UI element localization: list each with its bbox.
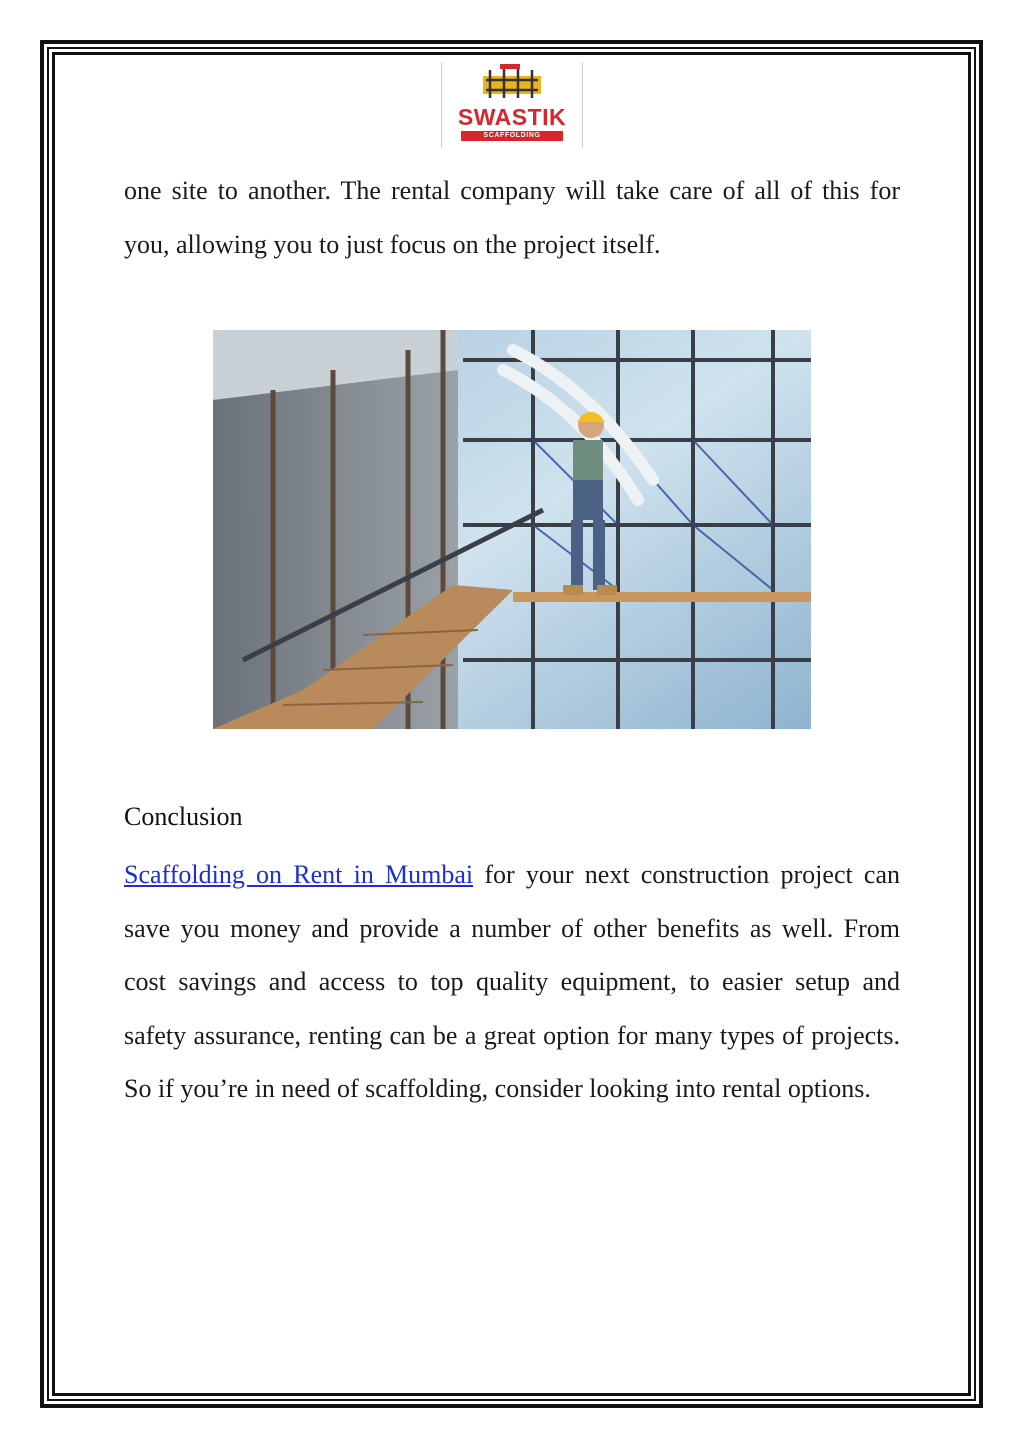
scaffold-logo-icon (442, 62, 582, 106)
logo-tagline: SCAFFOLDING (461, 131, 563, 141)
conclusion-paragraph (124, 848, 900, 1116)
scaffolding-worker-photo (213, 330, 811, 729)
intro-paragraph: one site to another. The rental company will take care of all of this for you, allowing you to just focus on the project itself. (124, 176, 900, 259)
scaffolding-rent-link[interactable]: Scaffolding on Rent in Mumbai (124, 860, 474, 889)
company-logo (441, 62, 583, 148)
logo-brand: SWASTIK (457, 104, 567, 130)
conclusion-body: for your next construction project can save you money and provide a number of other benefits as well. From cost savings and access to top quality equipment, to easier setup and safety assurance, renting can be a great option for many types of projects. So if you’re in need of scaffolding, consider looking into rental options. (124, 860, 900, 1103)
conclusion-heading: Conclusion (124, 802, 243, 831)
